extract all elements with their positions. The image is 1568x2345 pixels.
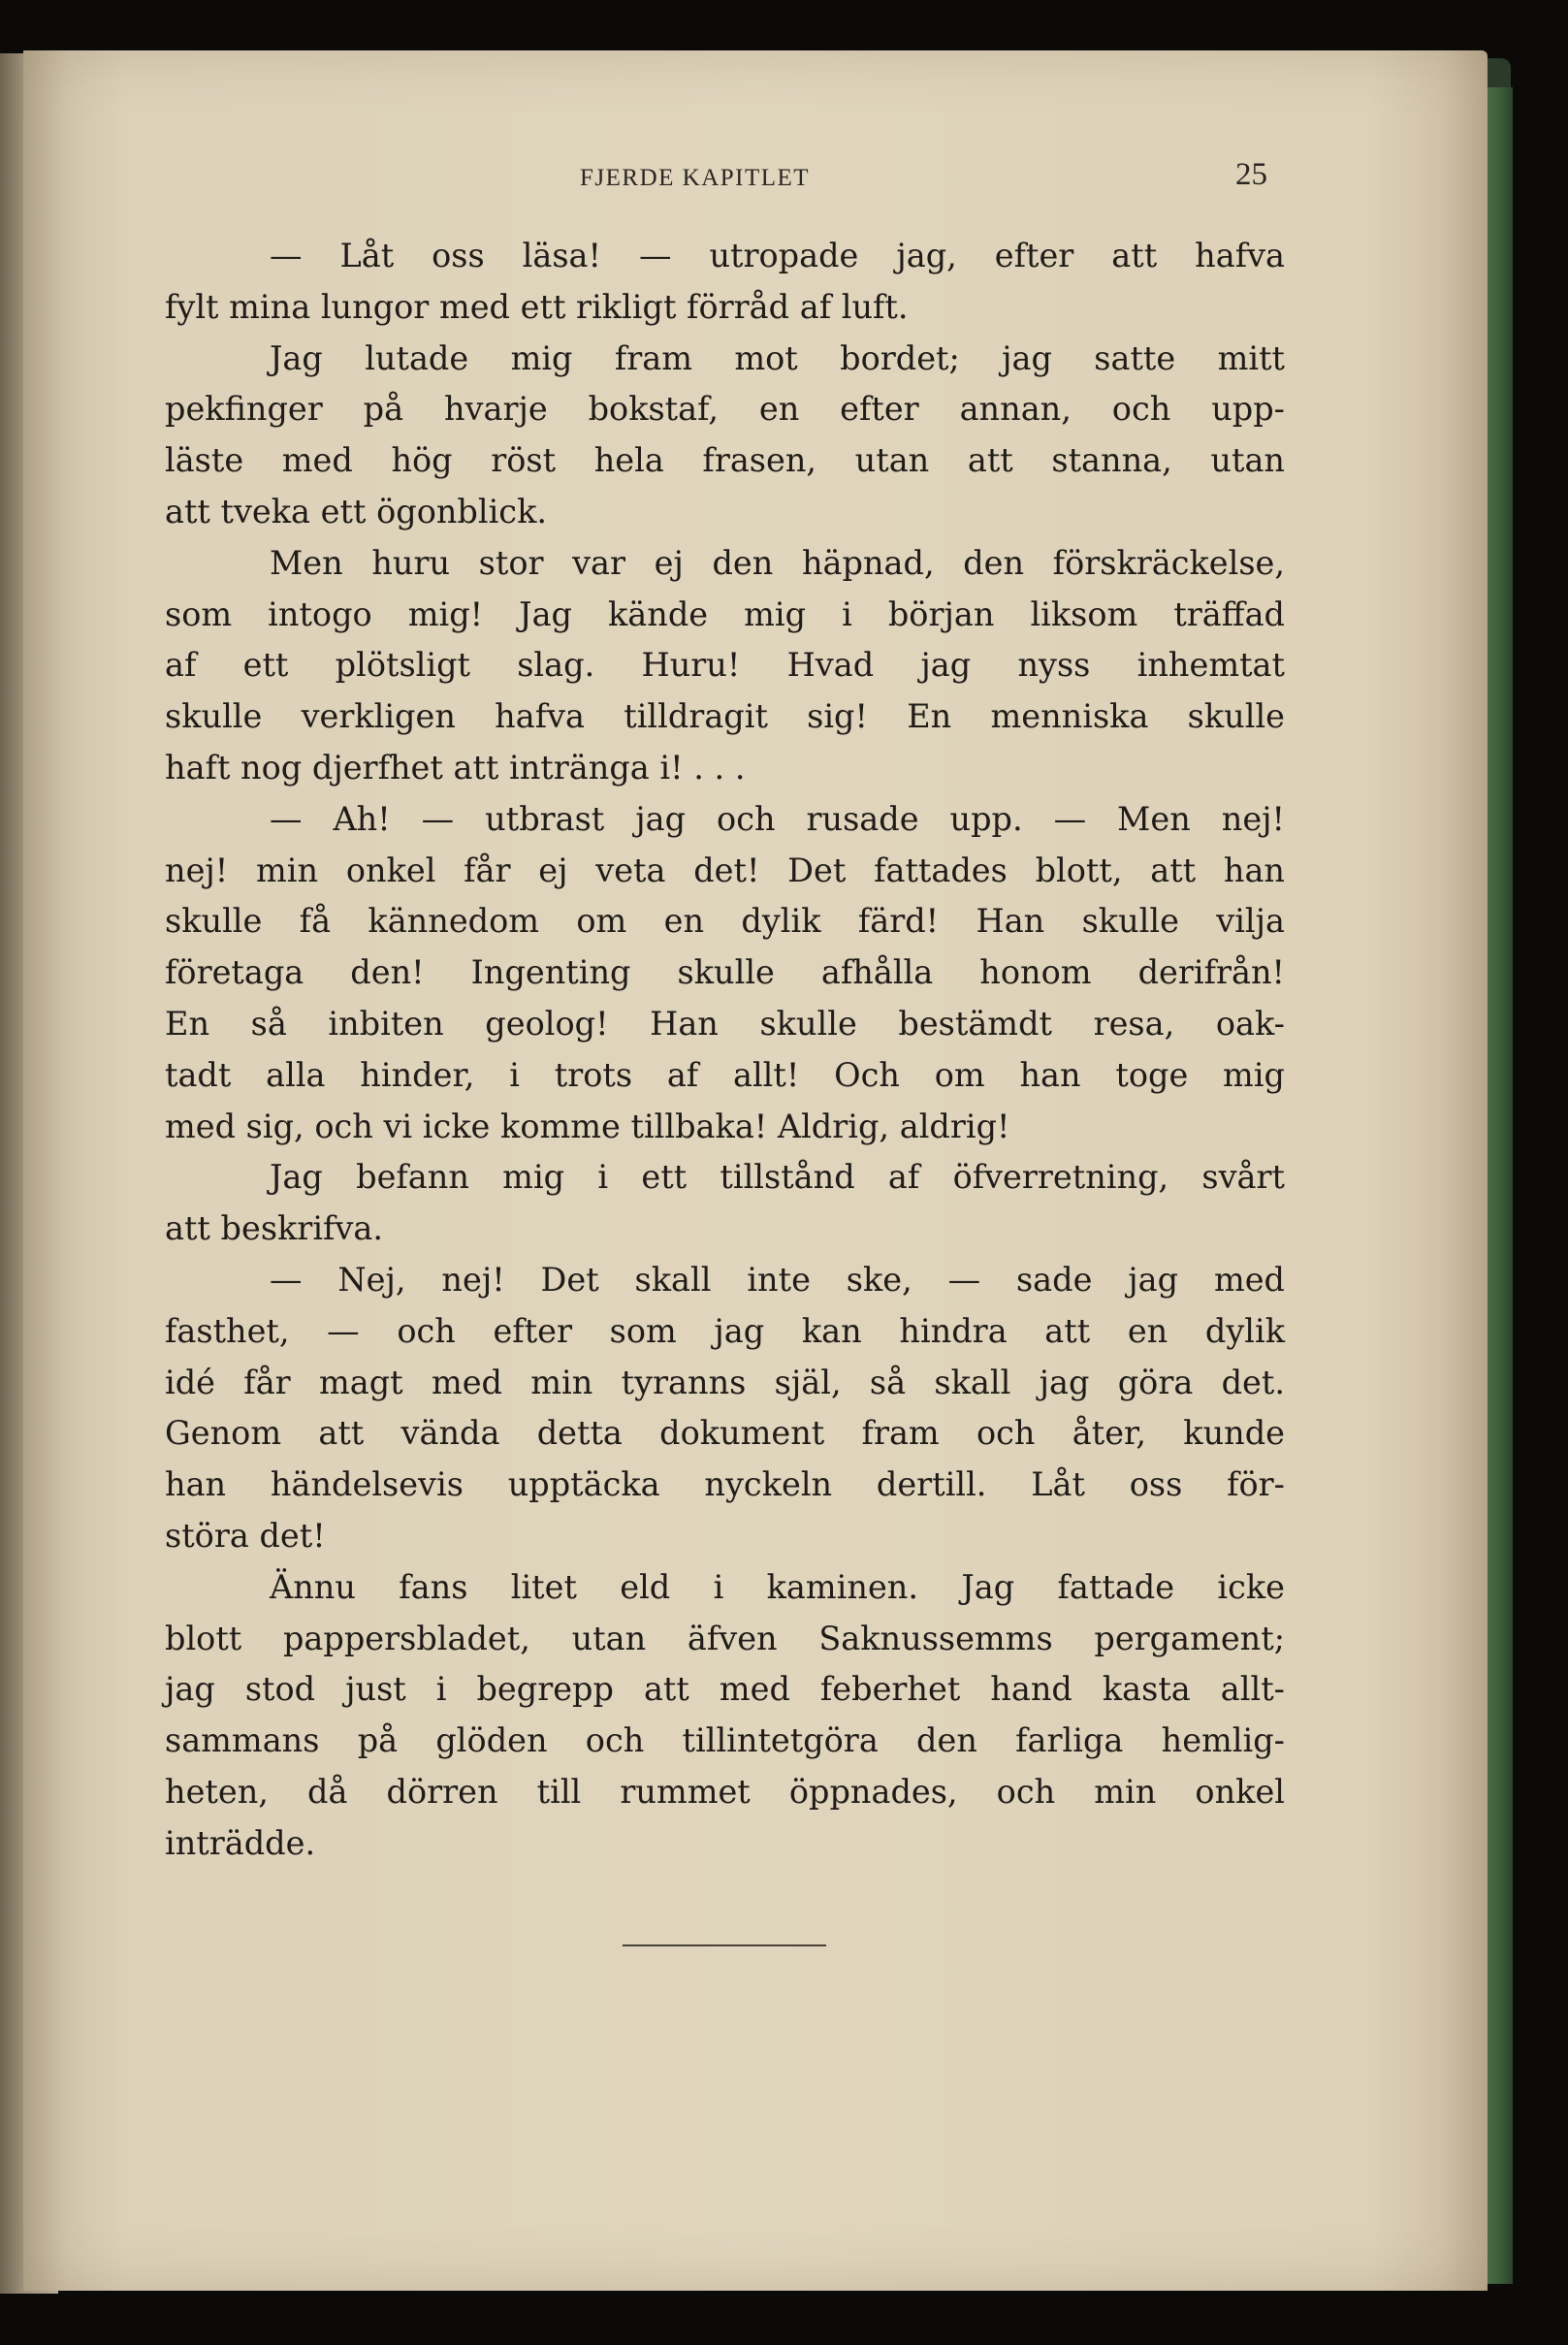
text-line: En så inbiten geolog! Han skulle bestämdt resa, oak-	[165, 1004, 1285, 1043]
text-line: skulle få kännedom om en dylik färd! Han skulle vilja	[165, 902, 1285, 941]
text-line: Jag lutade mig fram mot bordet; jag satte mitt	[270, 338, 1285, 377]
text-line: tadt alla hinder, i trots af allt! Och om han toge mig	[165, 1055, 1285, 1094]
text-line: att tveka ett ögonblick.	[165, 492, 548, 530]
body-text	[165, 231, 1285, 1870]
text-line: Jag befann mig i ett tillstånd af öfverretning, svårt	[270, 1158, 1285, 1197]
text-line: inträdde.	[165, 1823, 316, 1862]
text-line: Ännu fans litet eld i kaminen. Jag fattade icke	[270, 1567, 1285, 1606]
text-line: Men huru stor var ej den häpnad, den förskräckelse,	[270, 543, 1285, 582]
text-line: företaga den! Ingenting skulle afhålla honom derifrån!	[165, 953, 1285, 992]
running-head	[0, 157, 1568, 196]
text-line: — Ah! — utbrast jag och rusade upp. — Men nej!	[270, 799, 1285, 838]
chapter-title: FJERDE KAPITLET	[580, 165, 811, 191]
text-line: haft nog djerfhet att intränga i! . . .	[165, 748, 746, 787]
book-cover-edge	[1488, 87, 1513, 2284]
text-line: skulle verkligen hafva tilldragit sig! En menniska skulle	[165, 697, 1285, 736]
text-line: Genom att vända detta dokument fram och åter, kunde	[165, 1414, 1285, 1453]
text-line: fylt mina lungor med ett rikligt förråd af luft.	[165, 287, 909, 326]
text-line: läste med hög röst hela frasen, utan att stanna, utan	[165, 441, 1285, 480]
text-line: han händelsevis upptäcka nyckeln dertill. Låt oss för-	[165, 1465, 1285, 1504]
text-line: med sig, och vi icke komme tillbaka! Aldrig, aldrig!	[165, 1107, 1010, 1145]
text-line: idé får magt med min tyranns själ, så skall jag göra det.	[165, 1363, 1285, 1401]
text-line: som intogo mig! Jag kände mig i början liksom träffad	[165, 594, 1285, 633]
text-line: — Nej, nej! Det skall inte ske, — sade jag med	[270, 1260, 1285, 1299]
text-line: af ett plötsligt slag. Huru! Hvad jag nyss inhemtat	[165, 646, 1285, 685]
page-number: 25	[1235, 157, 1267, 192]
text-line: nej! min onkel får ej veta det! Det fattades blott, att han	[165, 851, 1285, 889]
text-line: jag stod just i begrepp att med feberhet hand kasta allt-	[165, 1670, 1285, 1709]
text-line: fasthet, — och efter som jag kan hindra att en dylik	[165, 1311, 1285, 1350]
text-line: — Låt oss läsa! — utropade jag, efter att hafva	[270, 237, 1285, 274]
text-line: sammans på glöden och tillintetgöra den farliga hemlig-	[165, 1721, 1285, 1760]
text-line: störa det!	[165, 1516, 326, 1555]
text-line: pekfinger på hvarje bokstaf, en efter annan, och upp-	[165, 390, 1285, 429]
end-rule	[623, 1944, 826, 1946]
text-line: blott pappersbladet, utan äfven Saknussemms pergament;	[165, 1619, 1285, 1657]
text-line: att beskrifva.	[165, 1209, 383, 1248]
text-line: heten, då dörren till rummet öppnades, och min onkel	[165, 1772, 1285, 1811]
